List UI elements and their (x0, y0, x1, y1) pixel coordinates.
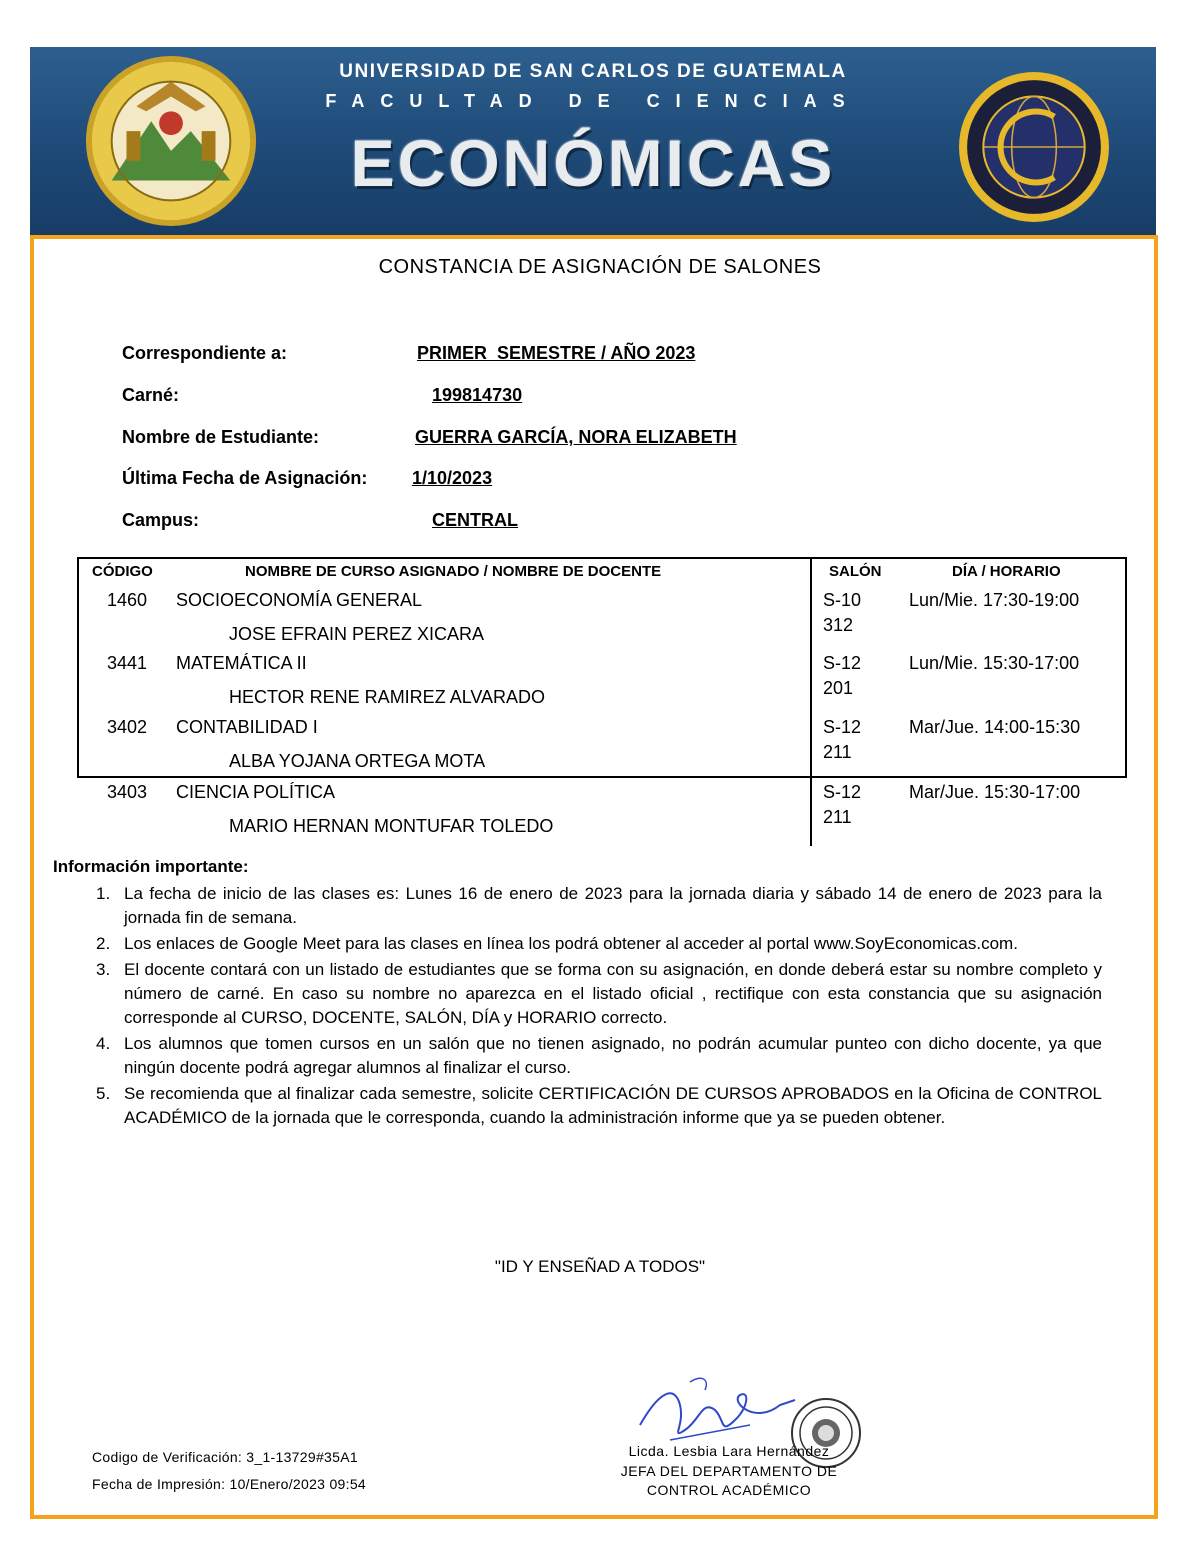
info-item-text: Los alumnos que tomen cursos en un salón que no tienen asignado, no podrán acumular punteo con dicho docente, ya que ningún docente podrá agregar alumnos al finalizar el curso. (124, 1034, 1102, 1077)
student-value: GUERRA GARCÍA, NORA ELIZABETH (415, 427, 737, 447)
info-item-text: Los enlaces de Google Meet para las clases en línea los podrá obtener al acceder al portal www.SoyEconomicas.com. (124, 934, 1018, 953)
important-info-list (92, 882, 1102, 1132)
row-1-schedule: Lun/Mie. 17:30-19:00 (909, 590, 1080, 610)
student-label: Nombre de Estudiante: (122, 427, 320, 447)
row-3-room: 211 (823, 742, 852, 762)
info-item-number: 1. (96, 884, 111, 903)
header-room: SALÓN (829, 563, 882, 580)
row-2-room: 201 (823, 678, 854, 698)
info-item-number: 3. (96, 960, 111, 979)
info-item-text: La fecha de inicio de las clases es: Lunes 16 de enero de 2023 para la jornada diaria y sábado 14 de enero de 2023 para la jornada fin de semana. (124, 884, 1102, 927)
info-item-text: Se recomienda que al finalizar cada semestre, solicite CERTIFICACIÓN DE CURSOS APROBADOS en la Oficina de CONTROL ACADÉMICO de la jornada que le corresponda, cuando la administración informe que ya se pueden obtener. (124, 1084, 1102, 1127)
campus-label: Campus: (122, 510, 200, 530)
row-1-building: S-10 (823, 590, 862, 610)
signer-title-line-1: JEFA DEL DEPARTAMENTO DE (620, 1463, 838, 1479)
verification-code: Codigo de Verificación: 3_1-13729#35A1 (92, 1449, 358, 1465)
table-column-divider (810, 557, 812, 846)
last-date-label: Última Fecha de Asignación: (122, 468, 368, 488)
carne-value: 199814730 (432, 385, 523, 405)
row-3-course: CONTABILIDAD I (176, 717, 318, 737)
carne-label: Carné: (122, 385, 180, 405)
faculty-header-banner (30, 47, 1156, 235)
row-4-room: 211 (823, 807, 852, 827)
info-item-number: 4. (96, 1034, 111, 1053)
row-2-course: MATEMÁTICA II (176, 653, 307, 673)
header-code: CÓDIGO (92, 563, 153, 580)
info-item (92, 1082, 1102, 1130)
row-1-code: 1460 (107, 590, 148, 610)
row-2-building: S-12 (823, 653, 862, 673)
important-info-heading: Información importante: (53, 857, 249, 876)
period-label: Correspondiente a: (122, 343, 288, 363)
info-item-number: 5. (96, 1084, 111, 1103)
last-date-value: 1/10/2023 (412, 468, 493, 488)
faculty-seal-icon (958, 71, 1110, 223)
motto: "ID Y ENSEÑAD A TODOS" (494, 1257, 706, 1276)
row-2-schedule: Lun/Mie. 15:30-17:00 (909, 653, 1080, 673)
seal-year: 1937 (1023, 199, 1045, 210)
row-4-code: 3403 (107, 782, 148, 802)
document-title: CONSTANCIA DE ASIGNACIÓN DE SALONES (378, 256, 822, 278)
row-1-teacher: JOSE EFRAIN PEREZ XICARA (229, 624, 485, 644)
row-1-room: 312 (823, 615, 854, 635)
faculty-name-large: ECONÓMICAS (350, 126, 836, 200)
info-item (92, 958, 1102, 1030)
period-value: PRIMER SEMESTRE / AÑO 2023 (417, 343, 696, 363)
faculty-name: FACULTAD DE CIENCIAS (325, 91, 861, 111)
info-item (92, 1032, 1102, 1080)
row-2-teacher: HECTOR RENE RAMIREZ ALVARADO (229, 687, 546, 707)
info-item (92, 932, 1102, 956)
row-4-teacher: MARIO HERNAN MONTUFAR TOLEDO (229, 816, 554, 836)
row-3-schedule: Mar/Jue. 14:00-15:30 (909, 717, 1081, 737)
signer-title-line-2: CONTROL ACADÉMICO (646, 1482, 812, 1498)
row-3-code: 3402 (107, 717, 148, 737)
header-schedule: DÍA / HORARIO (952, 563, 1061, 580)
row-4-building: S-12 (823, 782, 862, 802)
row-2-code: 3441 (107, 653, 148, 673)
header-course: NOMBRE DE CURSO ASIGNADO / NOMBRE DE DOCENTE (245, 563, 662, 580)
university-name: UNIVERSIDAD DE SAN CARLOS DE GUATEMALA (339, 61, 847, 82)
row-1-course: SOCIOECONOMÍA GENERAL (176, 590, 423, 610)
info-item-text: El docente contará con un listado de estudiantes que se forma con su asignación, en donde deberá estar su nombre completo y número de carné. En caso su nombre no aparezca en el listado oficial , rectifique con esta constancia que su asignación corresponde al CURSO, DOCENTE, SALÓN, DÍA y HORARIO correcto. (124, 960, 1102, 1027)
row-3-teacher: ALBA YOJANA ORTEGA MOTA (229, 751, 486, 771)
info-item-number: 2. (96, 934, 111, 953)
print-date: Fecha de Impresión: 10/Enero/2023 09:54 (92, 1476, 366, 1492)
signer-name: Licda. Lesbia Lara Hernández (628, 1443, 830, 1459)
row-3-building: S-12 (823, 717, 862, 737)
info-item (92, 882, 1102, 930)
row-4-course: CIENCIA POLÍTICA (176, 782, 336, 802)
campus-value: CENTRAL (432, 510, 518, 530)
row-4-schedule: Mar/Jue. 15:30-17:00 (909, 782, 1081, 802)
